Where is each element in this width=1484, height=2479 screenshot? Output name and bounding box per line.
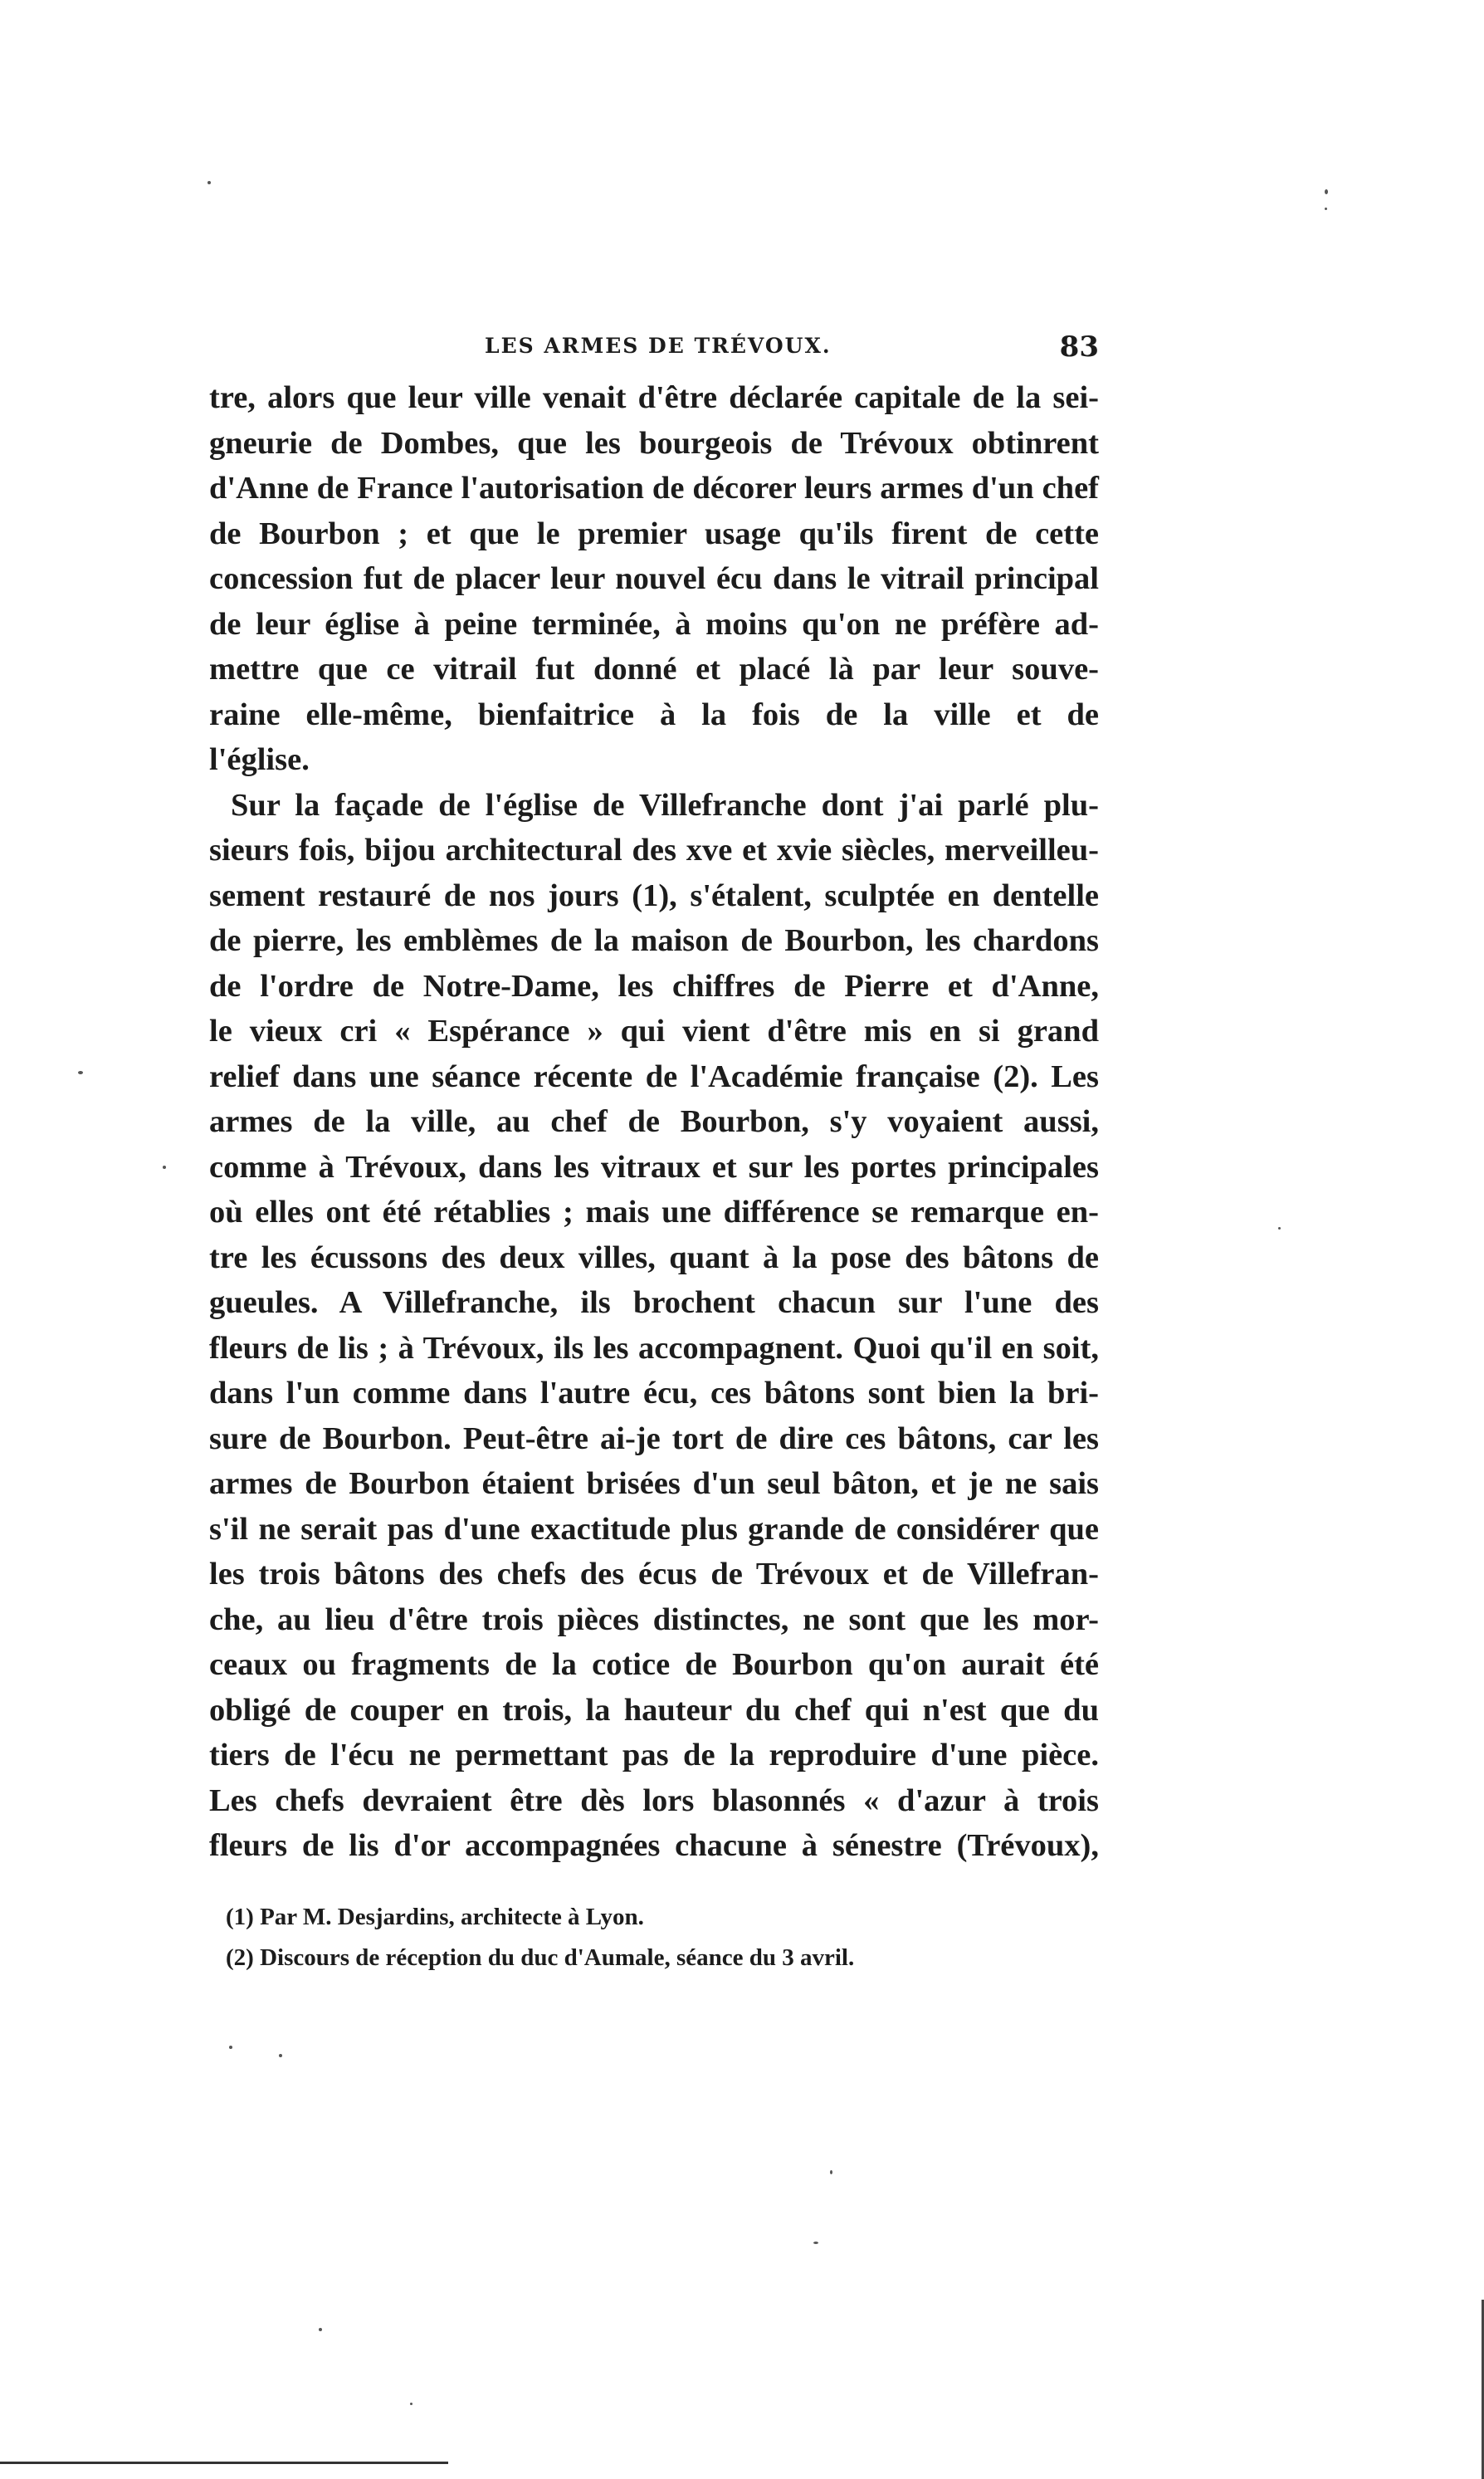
- scan-speck: [1325, 208, 1327, 210]
- text-line: armes de la ville, au chef de Bourbon, s'y voyaient aussi,: [209, 1104, 1099, 1139]
- text-line: sieurs fois, bijou architectural des xve et xvie siècles, merveilleu-: [209, 833, 1099, 868]
- text-line: tre les écussons des deux villes, quant à la pose des bâtons de: [209, 1240, 1099, 1275]
- text-line: d'Anne de France l'autorisation de décorer leurs armes d'un chef: [209, 471, 1099, 506]
- text-line: tiers de l'écu ne permettant pas de la reproduire d'une pièce.: [209, 1738, 1099, 1772]
- text-line: les trois bâtons des chefs des écus de Trévoux et de Villefran-: [209, 1557, 1099, 1592]
- scan-speck: [279, 2054, 282, 2057]
- text-line: sure de Bourbon. Peut-être ai-je tort de dire ces bâtons, car les: [209, 1420, 1099, 1456]
- text-line: ceaux ou fragments de la cotice de Bourbon qu'on aurait été: [209, 1647, 1099, 1682]
- scan-speck: [319, 2328, 322, 2331]
- body-text: [209, 375, 1099, 1869]
- scan-speck: [813, 2242, 818, 2244]
- text-line: où elles ont été rétablies ; mais une différence se remarque en-: [209, 1195, 1099, 1230]
- text-line: gueules. A Villefranche, ils brochent chacun sur l'une des: [209, 1285, 1099, 1320]
- scan-speck: [163, 1166, 166, 1169]
- running-title: LES ARMES DE TRÉVOUX.: [485, 334, 832, 358]
- text-line: Les chefs devraient être dès lors blasonnés « d'azur à trois: [209, 1782, 1099, 1818]
- text-line: dans l'un comme dans l'autre écu, ces bâtons sont bien la bri-: [209, 1376, 1099, 1411]
- text-line: comme à Trévoux, dans les vitraux et sur les portes principales: [209, 1149, 1099, 1185]
- footnotes: [226, 1897, 1056, 1978]
- running-head: [209, 330, 1099, 367]
- scan-speck: [1278, 1227, 1281, 1230]
- text-line: mettre que ce vitrail fut donné et placé là par leur souve-: [209, 652, 1099, 687]
- text-line: le vieux cri « Espérance » qui vient d'être mis en si grand: [209, 1014, 1099, 1049]
- text-line: l'église.: [209, 742, 310, 777]
- text-line: che, au lieu d'être trois pièces distinctes, ne sont que les mor-: [209, 1601, 1099, 1637]
- page-number: 83: [1059, 330, 1099, 364]
- text-line: gneurie de Dombes, que les bourgeois de Trévoux obtinrent: [209, 425, 1099, 461]
- text-line: s'il ne serait pas d'une exactitude plus grande de considérer que: [209, 1511, 1099, 1547]
- scan-edge-line: [0, 2462, 448, 2464]
- footnote-1: (1) Par M. Desjardins, architecte à Lyon.: [226, 1904, 644, 1930]
- text-line: raine elle-même, bienfaitrice à la fois de la ville et de: [209, 697, 1099, 732]
- footnote-2: (2) Discours de réception du duc d'Aumale, séance du 3 avril.: [226, 1944, 855, 1971]
- text-line: fleurs de lis d'or accompagnées chacune à sénestre (Trévoux),: [209, 1828, 1099, 1863]
- scan-speck: [410, 2403, 412, 2405]
- text-line: de l'ordre de Notre-Dame, les chiffres de Pierre et d'Anne,: [209, 968, 1099, 1004]
- scan-speck: [1325, 189, 1328, 194]
- text-line: fleurs de lis ; à Trévoux, ils les accompagnent. Quoi qu'il en soit,: [209, 1330, 1099, 1366]
- text-line: relief dans une séance récente de l'Académie française (2). Les: [209, 1059, 1099, 1094]
- text-line: Sur la façade de l'église de Villefranche dont j'ai parlé plu-: [231, 787, 1099, 823]
- text-line: sement restauré de nos jours (1), s'étalent, sculptée en dentelle: [209, 878, 1099, 913]
- text-line: obligé de couper en trois, la hauteur du chef qui n'est que du: [209, 1692, 1099, 1728]
- scan-speck: [229, 2046, 232, 2049]
- text-line: tre, alors que leur ville venait d'être déclarée capitale de la sei-: [209, 380, 1099, 415]
- text-line: de pierre, les emblèmes de la maison de Bourbon, les chardons: [209, 923, 1099, 958]
- text-line: concession fut de placer leur nouvel écu dans le vitrail principal: [209, 561, 1099, 596]
- text-line: de leur église à peine terminée, à moins qu'on ne préfère ad-: [209, 606, 1099, 642]
- scan-speck: [830, 2170, 832, 2174]
- scan-speck: [207, 181, 211, 184]
- text-line: armes de Bourbon étaient brisées d'un seul bâton, et je ne sais: [209, 1466, 1099, 1501]
- text-line: de Bourbon ; et que le premier usage qu'ils firent de cette: [209, 516, 1099, 551]
- scan-speck: [78, 1071, 83, 1074]
